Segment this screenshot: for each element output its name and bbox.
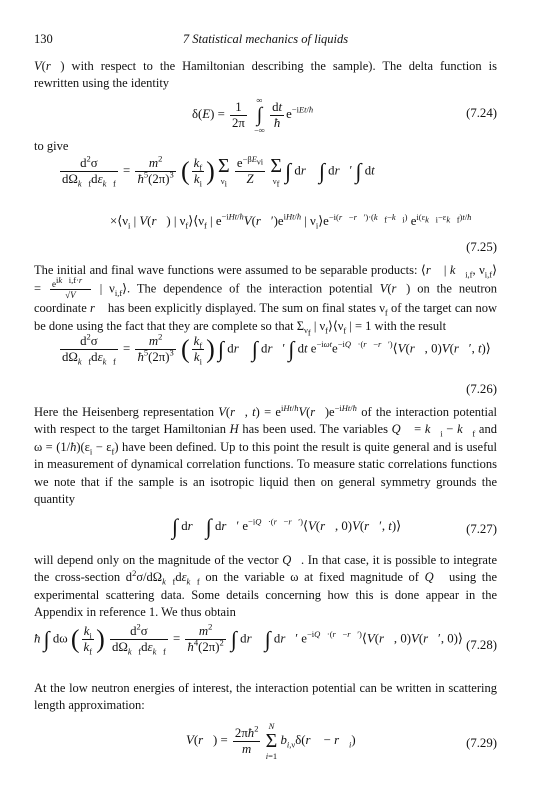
paragraph-1: V(r⃗) with respect to the Hamiltonian describing the sample). The delta function is rewritten using the identity (34, 59, 497, 91)
running-head (34, 32, 497, 48)
paragraph-6: At the low neutron energies of interest, the interaction potential can be written in scattering length approximation: (34, 681, 497, 713)
paragraph-4: Here the Heisenberg representation V(r⃗, $t) = e^{iHt/ħ}V(r⃗)e^{-iHt/ħ}$ of the interaction potential with respect to the target Hamiltonian H has been used. The variables Q⃗ = $k⃗_i$ − $k⃗_f$ and $\omega = (1/ħ)(\varepsilon_i - \varepsilon_f)$ have been defined. Up to this point the result is quite general and is useful in measurement of dynamical correlation functions. To measure static correlations functions we note that if the sample is an isotropic liquid then on general symmetry grounds the quantity (34, 402, 497, 507)
equation-7-27: ∫ dr⃗ ∫ dr⃗′ $e^{-iQ⃗\cdot(r⃗-r⃗')}⟨V(r⃗$, 0)V(r⃗′, t)⟩ (7.27) (172, 514, 497, 539)
equation-7-29: V(r⃗) = $\frac{2\pi ħ^2}{m}$ N Σ i=1 $b_{i,\nu}\delta(r⃗$ − $r⃗_i$) (7.29) (186, 721, 497, 761)
equation-number: (7.27) (466, 522, 497, 536)
equation-7-26: $\frac{d^2\sigma}{d\Omega_{k⃗f}d\varepsilon_{k⃗f}}$ = $\frac{m^2}{ħ^5(2\pi)^3}$ ( $\frac{k_f}{k_i}$ ) ∫ dr⃗ ∫ dr⃗′ ∫ dt $e^{-i\omega t}e^{-iQ⃗\cdot(r⃗-r⃗')}⟨V(r⃗$, 0)V(r⃗′, t)⟩ (7.26) (62, 331, 497, 396)
equation-number: (7.28) (466, 638, 497, 652)
equation-number: (7.29) (466, 736, 497, 750)
equation-7-28: ħ ∫ dω ( $\frac{k_i}{k_f}$ ) $\frac{d^2\sigma}{d\Omega_{k⃗f}d\varepsilon_{k⃗f}}$ = $\frac{m^2}{ħ^4(2\pi)^2}$ ∫ dr⃗ ∫ dr⃗′ $e^{-iQ⃗\cdot(r⃗-r⃗')}⟨V(r⃗$, 0)V(r⃗′, 0)⟩ (7.28) (34, 621, 497, 657)
equation-number: (7.24) (466, 106, 497, 120)
equation-number: (7.26) (466, 382, 497, 396)
running-title: 7 Statistical mechanics of liquids (182, 32, 349, 46)
equation-7-25: $\frac{d^2\sigma}{d\Omega_{k⃗f}d\varepsilon_{k⃗f}}$ = $\frac{m^2}{ħ^5(2\pi)^3}$ ( $\frac{k_f}{k_i}$ ) Σ $\nu_i$ $\frac{e^{-\beta E_{\nu i}}}{Z}$ Σ $\nu_f$ ∫ dr⃗ ∫ dr⃗′ ∫ dt $\times⟨\nu_i$ | V(r⃗) | $\nu_f⟩⟨\nu_f$ | $e^{-iHt/ħ}V(r⃗')e^{iHt/ħ}$ | $\nu_i⟩e^{-i(r⃗-r⃗')\cdot(k⃗_f-k⃗_i)}$ $e^{i(\varepsilon_{k⃗i}-\varepsilon_{k⃗f})t/ħ}$ (7.25) (62, 153, 497, 254)
equation-number: (7.25) (466, 240, 497, 254)
page-number: 130 (34, 32, 53, 46)
paragraph-2: to give (34, 139, 69, 153)
paragraph-5: will depend only on the magnitude of the vector Q⃗. In that case, it is possible to integrate the cross-section $d^2\sigma/d\Omega_{k⃗f}d\varepsilon_{k⃗f}$ on the variable ω at fixed magnitude of Q⃗ using the experimental scattering data. Some details concerning how this is done appear in the Appendix in reference 1. We thus obtain (34, 553, 498, 620)
paragraph-3: The initial and final wave functions were assumed to be separable products: ⟨r⃗ | $k⃗_{i,f}$, $\nu_{i,f}⟩$ = $\frac{e^{ik⃗i,f\cdot r⃗}}{√V}$ | $\nu_{i,f}⟩$. The dependence of the interaction potential V(r⃗) on the neutron coordinate r⃗ has been explicitly displayed. The sum on final states $\nu_f$ of the target can now be done using the fact that they are complete so that $\Sigma_{\nu_f}$ | $\nu_f⟩⟨\nu_f$ | = 1 with the result (34, 263, 498, 338)
equation-7-24: δ(E) = $\frac{1}{2\pi}$ ∞ ∫ −∞ $\frac{dt}{ħ}$ $e^{-iEt/ħ}$ (7.24) (192, 95, 497, 135)
